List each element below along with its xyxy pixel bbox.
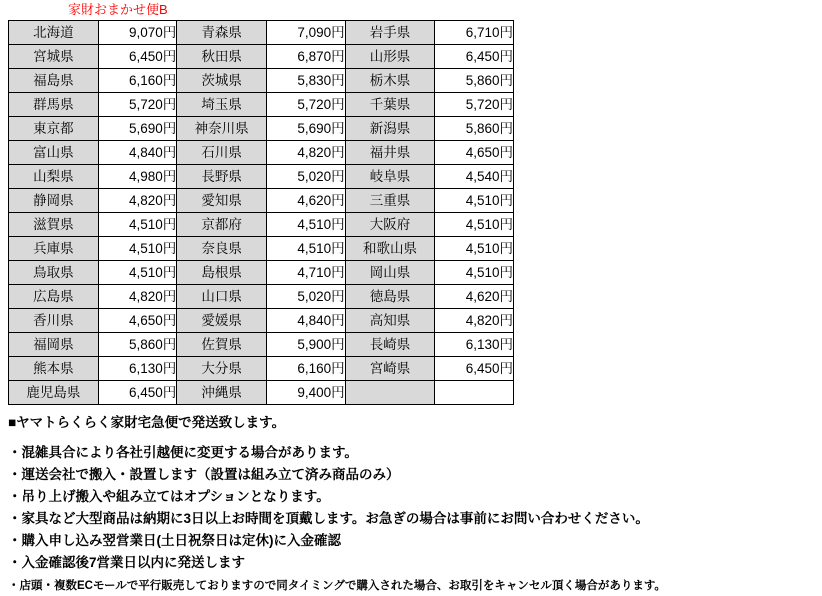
price-cell: 5,720円 <box>435 93 514 117</box>
price-cell: 5,900円 <box>267 333 346 357</box>
prefecture-cell: 和歌山県 <box>345 237 435 261</box>
empty-cell <box>345 381 435 405</box>
price-cell: 6,710円 <box>435 21 514 45</box>
page-title: 家財おまかせ便B <box>68 2 168 17</box>
price-cell: 9,070円 <box>98 21 177 45</box>
price-cell: 4,980円 <box>98 165 177 189</box>
prefecture-cell: 兵庫県 <box>9 237 99 261</box>
price-cell: 6,160円 <box>267 357 346 381</box>
prefecture-cell: 茨城県 <box>177 69 267 93</box>
empty-cell <box>435 381 514 405</box>
note-line: ・購入申し込み翌営業日(土日祝祭日は定休)に入金確認 <box>8 533 341 548</box>
shipping-fee-table <box>8 20 514 405</box>
prefecture-cell: 栃木県 <box>345 69 435 93</box>
price-cell: 4,840円 <box>267 309 346 333</box>
price-cell: 5,720円 <box>98 93 177 117</box>
prefecture-cell: 石川県 <box>177 141 267 165</box>
price-cell: 4,510円 <box>98 261 177 285</box>
prefecture-cell: 島根県 <box>177 261 267 285</box>
note-line: ・吊り上げ搬入や組み立てはオプションとなります。 <box>8 489 330 504</box>
notes-section <box>8 412 808 596</box>
prefecture-cell: 広島県 <box>9 285 99 309</box>
price-cell: 5,720円 <box>267 93 346 117</box>
prefecture-cell: 岩手県 <box>345 21 435 45</box>
price-cell: 4,820円 <box>435 309 514 333</box>
prefecture-cell: 岐阜県 <box>345 165 435 189</box>
table-row <box>9 261 514 285</box>
prefecture-cell: 高知県 <box>345 309 435 333</box>
prefecture-cell: 山形県 <box>345 45 435 69</box>
price-cell: 4,510円 <box>267 213 346 237</box>
price-cell: 4,510円 <box>435 261 514 285</box>
price-cell: 4,540円 <box>435 165 514 189</box>
price-cell: 4,820円 <box>98 189 177 213</box>
price-cell: 4,510円 <box>435 213 514 237</box>
table-row <box>9 237 514 261</box>
table-row <box>9 117 514 141</box>
table-row <box>9 309 514 333</box>
note-line: ・家具など大型商品は納期に3日以上お時間を頂戴します。お急ぎの場合は事前にお問い合わせください。 <box>8 511 649 526</box>
prefecture-cell: 新潟県 <box>345 117 435 141</box>
prefecture-cell: 大阪府 <box>345 213 435 237</box>
table-row <box>9 165 514 189</box>
prefecture-cell: 長野県 <box>177 165 267 189</box>
table-row <box>9 333 514 357</box>
price-cell: 4,820円 <box>98 285 177 309</box>
prefecture-cell: 岡山県 <box>345 261 435 285</box>
price-cell: 6,450円 <box>435 357 514 381</box>
note-line: ・混雑具合により各社引越便に変更する場合があります。 <box>8 445 358 460</box>
price-cell: 5,690円 <box>267 117 346 141</box>
price-cell: 4,650円 <box>98 309 177 333</box>
price-cell: 5,020円 <box>267 165 346 189</box>
price-cell: 5,830円 <box>267 69 346 93</box>
prefecture-cell: 愛媛県 <box>177 309 267 333</box>
table-row <box>9 213 514 237</box>
table-body <box>9 21 514 405</box>
prefecture-cell: 秋田県 <box>177 45 267 69</box>
price-cell: 4,510円 <box>98 237 177 261</box>
price-cell: 5,860円 <box>98 333 177 357</box>
price-cell: 6,160円 <box>98 69 177 93</box>
table-row <box>9 357 514 381</box>
price-cell: 4,840円 <box>98 141 177 165</box>
price-cell: 4,510円 <box>435 189 514 213</box>
prefecture-cell: 福井県 <box>345 141 435 165</box>
prefecture-cell: 愛知県 <box>177 189 267 213</box>
prefecture-cell: 富山県 <box>9 141 99 165</box>
note-line: ・入金確認後7営業日以内に発送します <box>8 555 246 570</box>
price-cell: 4,710円 <box>267 261 346 285</box>
prefecture-cell: 徳島県 <box>345 285 435 309</box>
table-row <box>9 21 514 45</box>
prefecture-cell: 滋賀県 <box>9 213 99 237</box>
price-cell: 6,130円 <box>435 333 514 357</box>
price-cell: 4,510円 <box>98 213 177 237</box>
prefecture-cell: 宮崎県 <box>345 357 435 381</box>
price-cell: 5,860円 <box>435 69 514 93</box>
price-cell: 5,020円 <box>267 285 346 309</box>
price-cell: 4,510円 <box>435 237 514 261</box>
prefecture-cell: 埼玉県 <box>177 93 267 117</box>
price-cell: 6,870円 <box>267 45 346 69</box>
prefecture-cell: 大分県 <box>177 357 267 381</box>
prefecture-cell: 群馬県 <box>9 93 99 117</box>
prefecture-cell: 長崎県 <box>345 333 435 357</box>
notes-spacer <box>8 434 808 442</box>
prefecture-cell: 香川県 <box>9 309 99 333</box>
prefecture-cell: 福岡県 <box>9 333 99 357</box>
prefecture-cell: 三重県 <box>345 189 435 213</box>
table-row <box>9 69 514 93</box>
price-cell: 6,450円 <box>98 45 177 69</box>
prefecture-cell: 山口県 <box>177 285 267 309</box>
price-cell: 4,620円 <box>267 189 346 213</box>
price-cell: 5,690円 <box>98 117 177 141</box>
note-line: ・運送会社で搬入・設置します（設置は組み立て済み商品のみ） <box>8 467 400 482</box>
prefecture-cell: 沖縄県 <box>177 381 267 405</box>
price-cell: 4,510円 <box>267 237 346 261</box>
prefecture-cell: 千葉県 <box>345 93 435 117</box>
price-cell: 4,820円 <box>267 141 346 165</box>
price-cell: 5,860円 <box>435 117 514 141</box>
prefecture-cell: 奈良県 <box>177 237 267 261</box>
notes-heading: ■ヤマトらくらく家財宅急便で発送致します。 <box>8 415 286 430</box>
table-row <box>9 45 514 69</box>
price-cell: 7,090円 <box>267 21 346 45</box>
table-row <box>9 93 514 117</box>
price-cell: 4,620円 <box>435 285 514 309</box>
prefecture-cell: 山梨県 <box>9 165 99 189</box>
prefecture-cell: 鳥取県 <box>9 261 99 285</box>
prefecture-cell: 熊本県 <box>9 357 99 381</box>
table-row <box>9 141 514 165</box>
prefecture-cell: 宮城県 <box>9 45 99 69</box>
prefecture-cell: 青森県 <box>177 21 267 45</box>
prefecture-cell: 福島県 <box>9 69 99 93</box>
table-row <box>9 285 514 309</box>
table-row <box>9 381 514 405</box>
price-cell: 4,650円 <box>435 141 514 165</box>
prefecture-cell: 東京都 <box>9 117 99 141</box>
price-cell: 9,400円 <box>267 381 346 405</box>
prefecture-cell: 京都府 <box>177 213 267 237</box>
price-cell: 6,450円 <box>98 381 177 405</box>
price-cell: 6,450円 <box>435 45 514 69</box>
prefecture-cell: 北海道 <box>9 21 99 45</box>
prefecture-cell: 神奈川県 <box>177 117 267 141</box>
table-row <box>9 189 514 213</box>
notes-footnote: ・店頭・複数ECモールで平行販売しておりますので同タイミングで購入された場合、お取引をキャンセル頂く場合があります。 <box>8 580 666 592</box>
prefecture-cell: 佐賀県 <box>177 333 267 357</box>
notes-list <box>8 442 808 574</box>
price-cell: 6,130円 <box>98 357 177 381</box>
prefecture-cell: 鹿児島県 <box>9 381 99 405</box>
prefecture-cell: 静岡県 <box>9 189 99 213</box>
